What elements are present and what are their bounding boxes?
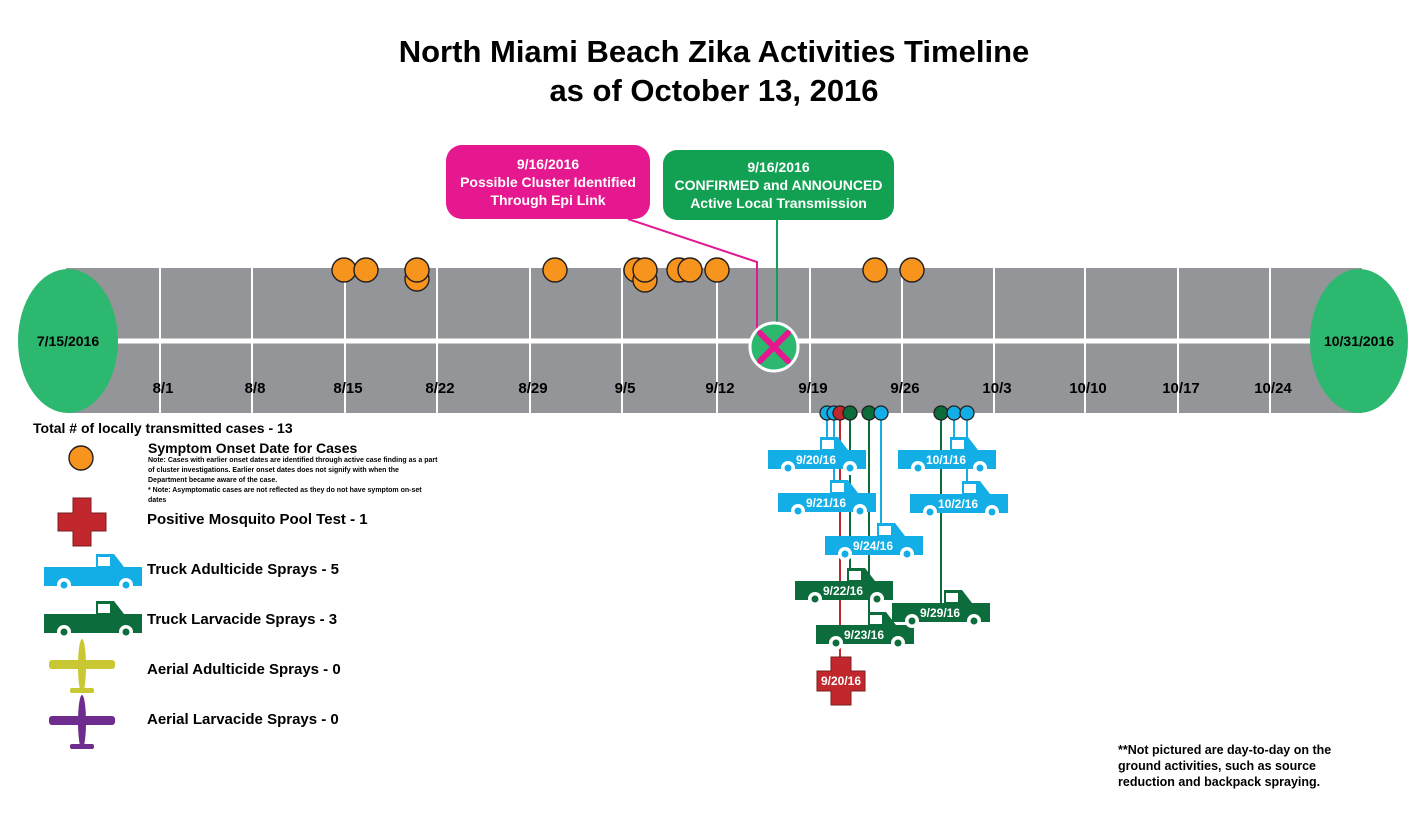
confirmed-callout-date: 9/16/2016: [747, 159, 810, 175]
legend-onset-note-1: Note: Cases with earlier onset dates are identified through active case finding as a part of cluster investigations. Earlier onset dates does not signify with when the Department became aware of the case.: [148, 457, 438, 484]
week-label: 8/15: [333, 380, 363, 397]
end-date-label: 10/31/2016: [1323, 333, 1395, 349]
onset-case-circle: [900, 258, 924, 282]
legend-truck-adulticide-label: Truck Adulticide Sprays - 5: [147, 561, 340, 578]
truck-date-label: 9/23/16: [843, 628, 885, 642]
truck-date-label: 10/2/16: [937, 497, 979, 511]
legend-cross-icon: [58, 498, 106, 546]
footnote: **Not pictured are day-to-day on the ground activities, such as source reduction and backpack spraying.: [1118, 743, 1332, 789]
confirmed-callout: [663, 150, 894, 220]
truck-date-label: 9/21/16: [805, 496, 847, 510]
cluster-callout-date: 9/16/2016: [516, 156, 580, 172]
legend-truck-shape: [44, 554, 142, 592]
legend-aerial-larvacide-label: Aerial Larvacide Sprays - 0: [147, 711, 339, 728]
confirmed-callout-line2: Active Local Transmission: [690, 195, 867, 211]
legend-aerial-adulticide-label: Aerial Adulticide Sprays - 0: [147, 661, 341, 678]
legend-onset-icon: [69, 446, 93, 470]
week-label: 10/24: [1254, 380, 1292, 397]
truck-adulticide: [898, 437, 996, 475]
cluster-callout-line1: Possible Cluster Identified: [460, 174, 636, 190]
legend-aerial-adulticide-icon: [49, 639, 115, 693]
week-label: 9/19: [798, 380, 828, 397]
week-label: 9/5: [614, 380, 636, 397]
onset-case-circle: [354, 258, 378, 282]
legend-onset-note-2: * Note: Asymptomatic cases are not reflected as they do not have symptom on-set dates: [148, 487, 422, 504]
event-trucks: [768, 437, 1008, 650]
week-label: 8/29: [518, 380, 548, 397]
cluster-callout: [446, 145, 650, 219]
onset-case-circle: [678, 258, 702, 282]
onset-case-circle: [332, 258, 356, 282]
week-label: 10/17: [1162, 380, 1200, 397]
week-label: 9/12: [705, 380, 735, 397]
truck-date-label: 9/29/16: [919, 606, 961, 620]
week-label: 10/3: [982, 380, 1012, 397]
legend-truck-shape: [44, 601, 142, 639]
truck-date-label: 9/24/16: [852, 539, 894, 553]
legend-truck-larvacide-label: Truck Larvacide Sprays - 3: [147, 611, 338, 628]
week-label: 8/8: [244, 380, 266, 397]
title-line-1: North Miami Beach Zika Activities Timeline: [398, 34, 1030, 69]
truck-adulticide: [778, 480, 876, 518]
title-line-2: as of October 13, 2016: [549, 73, 879, 108]
onset-case-circle: [405, 258, 429, 282]
truck-date-label: 9/20/16: [795, 453, 837, 467]
legend-total-cases: Total # of locally transmitted cases - 13: [33, 420, 293, 436]
onset-case-circle: [543, 258, 567, 282]
truck-adulticide: [768, 437, 866, 475]
onset-case-circle: [705, 258, 729, 282]
week-label: 8/1: [152, 380, 174, 397]
mosquito-pool-event: [817, 657, 865, 705]
legend-truck-larvacide-icon: [44, 601, 142, 639]
legend-aerial-larvacide-icon: [49, 695, 115, 749]
pool-date-label: 9/20/16: [820, 674, 862, 688]
onset-case-circle: [633, 258, 657, 282]
week-label: 9/26: [890, 380, 920, 397]
legend-onset-notes: [148, 456, 438, 506]
truck-adulticide: [910, 481, 1008, 519]
truck-larvacide: [795, 568, 893, 606]
legend-truck-adulticide-icon: [44, 554, 142, 592]
week-label: 8/22: [425, 380, 455, 397]
truck-date-label: 9/22/16: [822, 584, 864, 598]
truck-date-label: 10/1/16: [925, 453, 967, 467]
cluster-marker: [750, 323, 798, 371]
legend-pool-label: Positive Mosquito Pool Test - 1: [147, 511, 368, 528]
legend-onset-label: Symptom Onset Date for Cases: [148, 440, 358, 456]
onset-case-circle: [863, 258, 887, 282]
week-label: 10/10: [1069, 380, 1107, 397]
confirmed-callout-line1: CONFIRMED and ANNOUNCED: [674, 177, 883, 193]
start-date-label: 7/15/2016: [36, 333, 100, 349]
cluster-callout-line2: Through Epi Link: [490, 192, 606, 208]
